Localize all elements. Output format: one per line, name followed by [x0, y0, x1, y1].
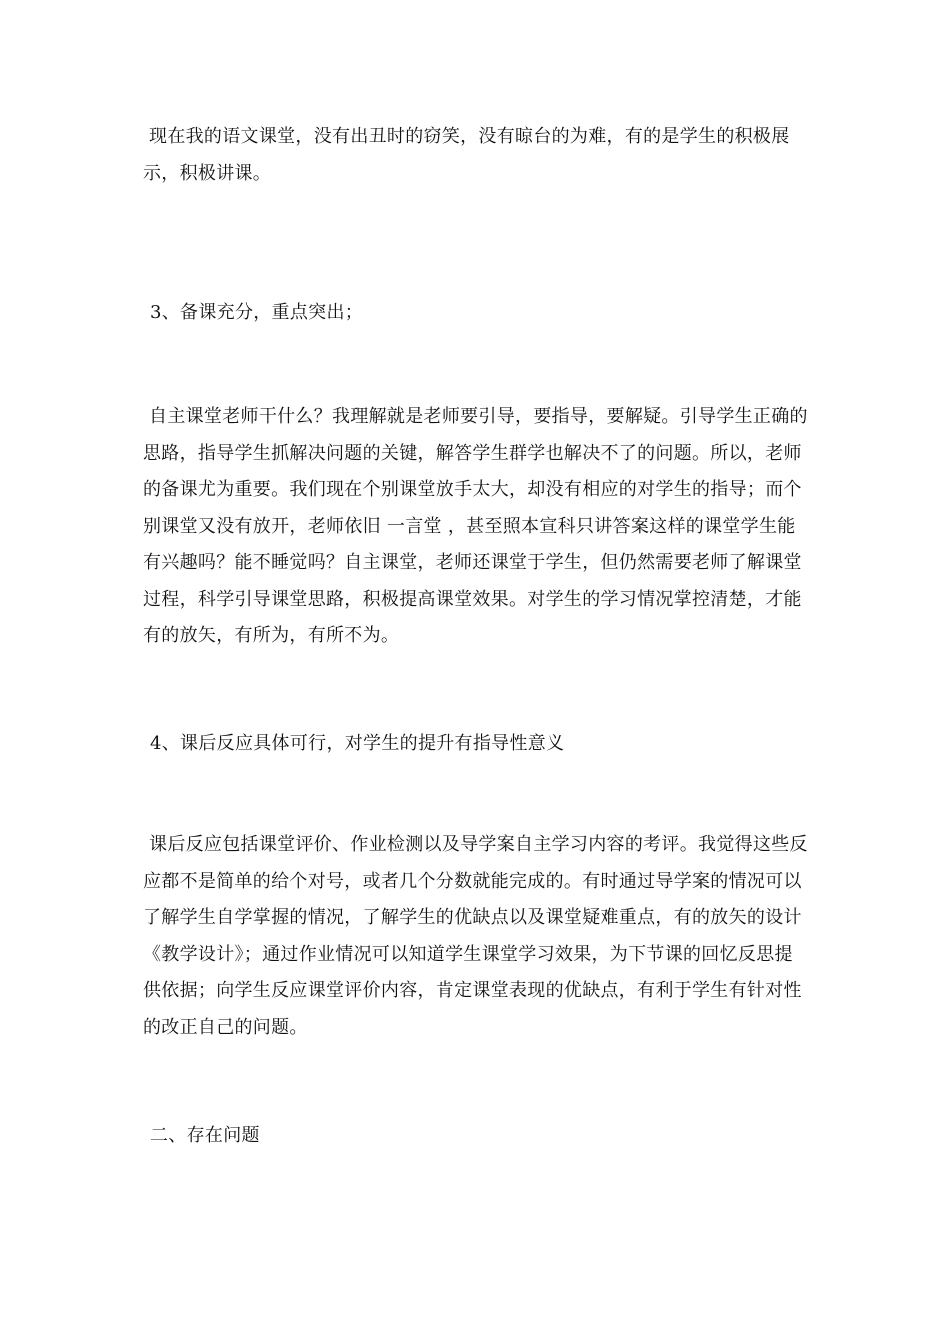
paragraph-feedback-details: 课后反应包括课堂评价、作业检测以及导学案自主学习内容的考评。我觉得这些反应都不是简单的给个对号，或者几个分数就能完成的。有时通过导学案的情况可以了解学生自学掌握的情况，了解学生的优缺点以及课堂疑难重点，有的放矢的设计《教学设计》；通过作业情况可以知道学生课堂学习效果，为下节课的回忆反思提供依据；向学生反应课堂评价内容，肯定课堂表现的优缺点，有利于学生有针对性的改正自己的问题。 [143, 834, 808, 1038]
heading-after-class-feedback: 4、课后反应具体可行，对学生的提升有指导性意义 [150, 733, 565, 754]
paragraph-teacher-role: 自主课堂老师干什么？我理解就是老师要引导，要指导，要解疑。引导学生正确的思路，指导学生抓解决问题的关键，解答学生群学也解决不了的问题。所以，老师的备课尤为重要。我们现在个别课堂放手太大，却没有相应的对学生的指导；而个别课堂又没有放开，老师依旧 一言堂 ，甚至照本宣科只讲答案这样的课堂学生能有兴趣吗？能不睡觉吗？自主课堂，老师还课堂于学生，但仍然需要老师了解课堂过程，科学引导课堂思路，积极提高课堂效果。对学生的学习情况掌控清楚，才能有的放矢，有所为，有所不为。 [143, 406, 808, 646]
heading-existing-problems: 二、存在问题 [150, 1125, 260, 1146]
heading-lesson-preparation: 3、备课充分，重点突出； [150, 302, 364, 323]
paragraph-classroom-display: 现在我的语文课堂，没有出丑时的窃笑，没有晾台的为难，有的是学生的积极展示，积极讲课。 [143, 126, 790, 184]
